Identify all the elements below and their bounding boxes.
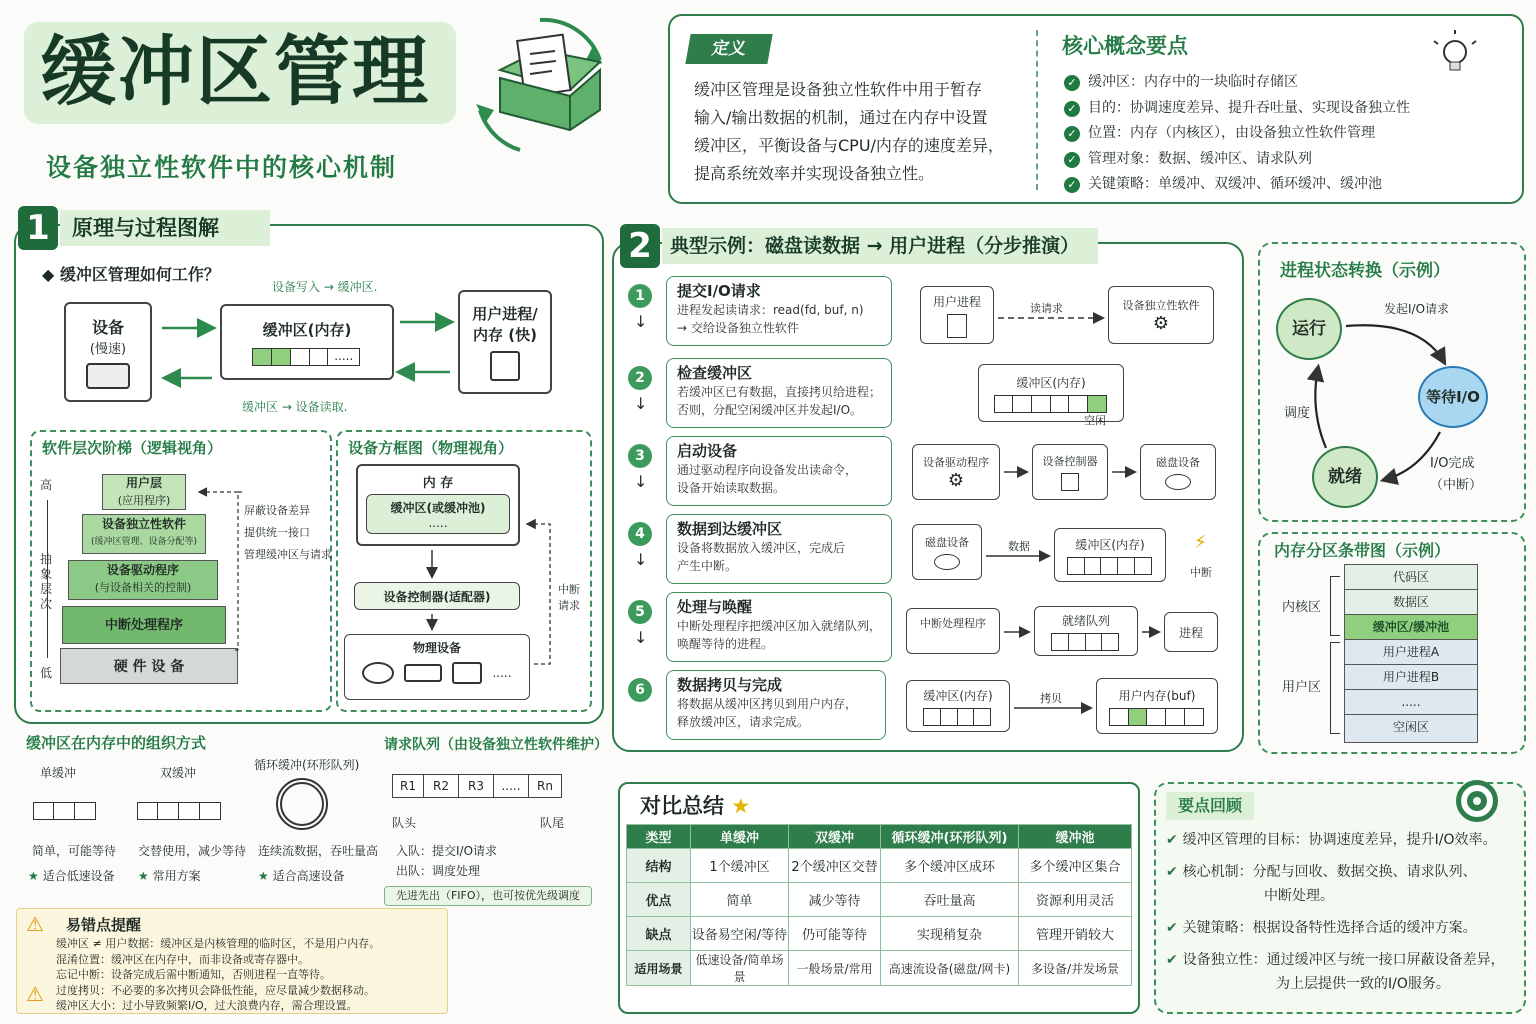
buffer-cells: ..... xyxy=(254,348,361,366)
double-star: ★ 常用方案 xyxy=(138,869,201,883)
read-caption: 缓冲区 → 设备读取. xyxy=(242,400,348,414)
recap-list xyxy=(1166,828,1505,996)
circular-note: 连续流数据，吞吐量高 xyxy=(258,844,379,858)
list-item: ✔ 核心机制：分配与回收、数据交换、请求队列、 中断处理。 xyxy=(1166,864,1477,904)
single-buffer-cells xyxy=(34,802,96,820)
page-subtitle: 设备独立性软件中的核心机制 xyxy=(46,153,398,182)
d5-process: 进程 xyxy=(1164,612,1218,652)
ladder-hardware: 硬 件 设 备 xyxy=(60,648,238,684)
kernel-area-label: 内核区 xyxy=(1282,600,1322,615)
memory-strip xyxy=(1344,564,1478,743)
definition-tag: 定义 xyxy=(685,34,772,64)
buffer-pool-box: 缓冲区(或缓冲池) ..... xyxy=(366,494,510,534)
d2-free-label: 空闲 xyxy=(1084,414,1106,427)
table-row: 适用场景 低速设备/简单场景 一般场景/常用 高速流设备(磁盘/网卡) 多设备/并发场景 xyxy=(627,951,1132,986)
cpu-chip-icon xyxy=(1061,473,1079,491)
queue-fifo-note: 先进先出（FIFO），也可按优先级调度 xyxy=(384,886,592,906)
step-box: 提交I/O请求 进程发起读请求：read(fd, buf, n) → 交给设备独立性软件 xyxy=(666,276,892,346)
state-running: 运行 xyxy=(1276,298,1342,360)
list-item: ✓ 目的：协调速度差异、提升吞吐量、实现设备独立性 xyxy=(1064,96,1410,122)
state-waiting: 等待I/O xyxy=(1418,366,1488,428)
lightbulb-icon xyxy=(1432,30,1478,76)
list-item: ✓ 关键策略：单缓冲、双缓冲、循环缓冲、缓冲池 xyxy=(1064,172,1410,198)
block-title: 设备方框图（物理视角） xyxy=(348,439,514,457)
disk-icon xyxy=(1165,474,1191,490)
step-number: 4 xyxy=(628,522,652,546)
section1-number: 1 xyxy=(18,206,58,250)
d5-ready-queue: 就绪队列 xyxy=(1034,606,1138,656)
section1-title: 原理与过程图解 xyxy=(60,210,270,246)
list-item: ✓ 缓冲区：内存中的一块临时存储区 xyxy=(1064,70,1410,96)
document-icon xyxy=(947,314,967,338)
table-row: 优点 简单 减少等待 吞吐量高 资源利用灵活 xyxy=(627,883,1132,917)
user-process-box: 用户进程/ 内存 (快) xyxy=(458,290,552,394)
star-icon: ★ xyxy=(28,869,43,883)
star-icon: ★ xyxy=(258,869,273,883)
step-down-arrow: ↓ xyxy=(634,628,648,647)
ladder-axis xyxy=(47,500,48,658)
circular-buffer-label: 循环缓冲(环形队列) xyxy=(254,758,360,772)
star-icon: ★ xyxy=(138,869,153,883)
single-star: ★ 适合低速设备 xyxy=(28,869,115,883)
physical-devices-box: 物理设备 ..... xyxy=(344,634,530,700)
user-area-label: 用户区 xyxy=(1282,680,1322,695)
check-icon: ✔ xyxy=(1166,832,1183,848)
queue-title: 请求队列（由设备独立性软件维护） xyxy=(384,737,608,753)
printer-icon xyxy=(86,363,130,389)
device-controller-box: 设备控制器(适配器) xyxy=(354,582,520,610)
d3-disk: 磁盘设备 xyxy=(1140,444,1216,500)
ladder-driver: 设备驱动程序 (与设备相关的控制) xyxy=(68,560,218,600)
step-box: 数据到达缓冲区 设备将数据放入缓冲区，完成后 产生中断。 xyxy=(666,514,892,584)
step-box: 检查缓冲区 若缓冲区已有数据，直接拷贝给进程； 否则，分配空闲缓冲区并发起I/O。 xyxy=(666,358,892,428)
step-number: 2 xyxy=(628,366,652,390)
list-item: ✔ 设备独立性：通过缓冲区与统一接口屏蔽设备差异， 为上层提供一致的I/O服务。 xyxy=(1166,952,1505,992)
check-icon: ✔ xyxy=(1166,920,1183,936)
gear-icon: ⚙ xyxy=(947,469,965,491)
state-edge-schedule: 调度 xyxy=(1284,406,1311,421)
star-icon: ★ xyxy=(731,794,751,818)
d4-disk: 磁盘设备 xyxy=(912,524,982,580)
mem-row: 用户进程B xyxy=(1344,665,1478,690)
warning-title: 易错点提醒 xyxy=(66,916,142,934)
d1-arrow-label: 读请求 xyxy=(1030,302,1063,315)
ladder-axis-label: 抽象层次 xyxy=(40,552,53,611)
d5-interrupt-handler: 中断处理程序 xyxy=(906,608,1000,654)
interrupt-request-label: 中断 请求 xyxy=(558,583,580,612)
mem-row: 用户进程A xyxy=(1344,640,1478,665)
d4-arrow-label: 数据 xyxy=(1008,540,1030,553)
d2-buffer: 缓冲区(内存) xyxy=(978,364,1124,422)
cpu-chip-icon xyxy=(490,351,520,381)
step-box: 启动设备 通过驱动程序向设备发出读命令， 设备开始读取数据。 xyxy=(666,436,892,506)
check-icon: ✓ xyxy=(1064,101,1080,117)
step-down-arrow: ↓ xyxy=(634,394,648,413)
mem-row: ..... xyxy=(1344,690,1478,715)
keyboard-icon xyxy=(404,664,442,682)
ladder-device-independent: 设备独立性软件 (缓冲区管理、设备分配等) xyxy=(82,514,206,554)
check-icon: ✓ xyxy=(1064,177,1080,193)
comparison-table: 类型 单缓冲 双缓冲 循环缓冲(环形队列) 缓冲池 结构 1个缓冲区 2个缓冲区交替 多个缓冲区成环 多个缓冲区集合 优点 简单 减少等待 吞吐量高 资源利用灵活 缺点 设备易空闲/等待 仍可能等待 实现稍复杂 管理开销较大 适用场景 低速设备/简单场景 一般场景/常用 高速流设备(磁盘/网卡) 多设备/并发场景 xyxy=(626,824,1132,986)
d6-arrow-label: 拷贝 xyxy=(1040,692,1062,705)
printer-icon xyxy=(452,662,482,684)
user-brace xyxy=(1330,642,1340,734)
target-icon xyxy=(1456,780,1498,822)
page-title: 缓冲区管理 xyxy=(40,27,430,116)
step-down-arrow: ↓ xyxy=(634,472,648,491)
check-icon: ✓ xyxy=(1064,152,1080,168)
d4-buffer: 缓冲区(内存) xyxy=(1054,528,1166,582)
mem-row: 缓冲区/缓冲池 xyxy=(1344,615,1478,640)
step-number: 5 xyxy=(628,600,652,624)
state-edge-interrupt: （中断） xyxy=(1430,478,1483,493)
warning-list: 缓冲区 ≠ 用户数据：缓冲区是内核管理的临时区，不是用户内存。 混淆位置：缓冲区在内存中，而非设备或寄存器中。 忘记中断：设备完成后需中断通知，否则进程一直等待。 过度拷贝：不必要的多次拷贝会降低性能，应尽量减少数据移动。 缓冲区大小：过小导致频繁I/O，过大浪费内存，需合理设置。 xyxy=(56,937,381,1012)
divider xyxy=(1036,30,1038,190)
ladder-interrupt-handler: 中断处理程序 xyxy=(62,606,226,644)
step-number: 3 xyxy=(628,444,652,468)
step-down-arrow: ↓ xyxy=(634,550,648,569)
double-buffer-cells xyxy=(138,802,221,820)
memory-box: 内 存 xyxy=(356,464,520,546)
state-ready: 就绪 xyxy=(1312,446,1378,508)
comparison-title: 对比总结 ★ xyxy=(640,794,751,818)
buffer-memory-box: 缓冲区(内存) ..... xyxy=(220,304,394,380)
concepts-title: 核心概念要点 xyxy=(1062,34,1188,58)
list-item: ✓ 管理对象：数据、缓冲区、请求队列 xyxy=(1064,147,1410,173)
list-item: ✔ 关键策略：根据设备特性选择合适的缓冲方案。 xyxy=(1166,920,1477,936)
disk-icon xyxy=(934,554,960,570)
mem-row: 代码区 xyxy=(1344,565,1478,590)
warning-icon: ⚠ xyxy=(26,912,44,936)
table-row: 缺点 设备易空闲/等待 仍可能等待 实现稍复杂 管理开销较大 xyxy=(627,917,1132,951)
mem-row: 数据区 xyxy=(1344,590,1478,615)
list-item: ✔ 缓冲区管理的目标：协调速度差异，提升I/O效率。 xyxy=(1166,832,1497,848)
device-box: 设备 (慢速) xyxy=(64,302,152,402)
queue-tail: 队尾 xyxy=(540,816,565,830)
d1-device-independent-software: 设备独立性软件 ⚙ xyxy=(1108,286,1214,344)
lightning-icon: ⚡ xyxy=(1194,532,1207,553)
queue-enqueue: 入队：提交I/O请求 xyxy=(396,844,498,858)
gear-icon: ⚙ xyxy=(1152,312,1170,334)
step-number: 6 xyxy=(628,678,652,702)
state-title: 进程状态转换（示例） xyxy=(1280,261,1450,281)
d3-driver: 设备驱动程序 ⚙ xyxy=(912,444,1000,500)
step-box: 处理与唤醒 中断处理程序把缓冲区加入就绪队列， 唤醒等待的进程。 xyxy=(666,592,892,662)
definition-text: 缓冲区管理是设备独立性软件中用于暂存 输入/输出数据的机制，通过在内存中设置 缓冲区，平衡设备与CPU/内存的速度差异， 提高系统效率并实现设备独立性。 xyxy=(694,80,1004,183)
state-edge-io-request: 发起I/O请求 xyxy=(1384,302,1450,316)
table-row: 结构 1个缓冲区 2个缓冲区交替 多个缓冲区成环 多个缓冲区集合 xyxy=(627,849,1132,883)
ring-buffer-icon xyxy=(276,778,328,830)
disk-icon xyxy=(362,662,394,684)
d6-user-memory: 用户内存(buf) xyxy=(1096,678,1218,734)
d6-buffer: 缓冲区(内存) xyxy=(906,680,1010,732)
ladder-low: 低 xyxy=(40,666,53,680)
state-panel xyxy=(1258,242,1526,522)
step-box: 数据拷贝与完成 将数据从缓冲区拷贝到用户内存， 释放缓冲区，请求完成。 xyxy=(666,670,886,740)
queue-dequeue: 出队：调度处理 xyxy=(396,864,481,878)
single-note: 简单，可能等待 xyxy=(32,844,117,858)
write-caption: 设备写入 → 缓冲区. xyxy=(272,280,378,294)
state-edge-io-done: I/O完成 xyxy=(1430,456,1475,471)
check-icon: ✔ xyxy=(1166,864,1183,880)
check-icon: ✔ xyxy=(1166,952,1183,968)
section2-title: 典型示例：磁盘读数据 → 用户进程（分步推演） xyxy=(662,228,1098,264)
check-icon: ✓ xyxy=(1064,75,1080,91)
section1-question: ◆ 缓冲区管理如何工作？ xyxy=(42,265,220,284)
ladder-notes: 屏蔽设备差异 提供统一接口 管理缓冲区与请求 xyxy=(244,504,332,561)
queue-cells: R1 R2 R3 ..... Rn xyxy=(392,774,562,798)
d3-controller: 设备控制器 xyxy=(1032,444,1108,500)
d1-user-process: 用户进程 xyxy=(920,286,994,344)
queue-head: 队头 xyxy=(392,816,417,830)
kernel-brace xyxy=(1330,576,1340,636)
double-note: 交替使用，减少等待 xyxy=(138,844,247,858)
org-title: 缓冲区在内存中的组织方式 xyxy=(26,734,207,752)
step-down-arrow: ↓ xyxy=(634,312,648,331)
d4-interrupt-label: 中断 xyxy=(1190,566,1212,579)
circular-star: ★ 适合高速设备 xyxy=(258,869,345,883)
concepts-list xyxy=(1064,70,1410,198)
mem-row: 空闲区 xyxy=(1344,715,1478,743)
ladder-high: 高 xyxy=(40,478,53,492)
single-buffer-label: 单缓冲 xyxy=(40,766,77,780)
check-icon: ✓ xyxy=(1064,126,1080,142)
diamond-icon: ◆ xyxy=(42,265,60,284)
ladder-user-level: 用户层 (应用程序) xyxy=(102,474,186,510)
warning-icon: ⚠ xyxy=(26,982,44,1006)
list-item: ✓ 位置：内存（内核区），由设备独立性软件管理 xyxy=(1064,121,1410,147)
recap-title: 要点回顾 xyxy=(1166,792,1254,820)
memory-strip-title: 内存分区条带图（示例） xyxy=(1274,541,1451,560)
ladder-title: 软件层次阶梯（逻辑视角） xyxy=(42,439,223,457)
section2-number: 2 xyxy=(620,224,660,268)
double-buffer-label: 双缓冲 xyxy=(160,766,197,780)
step-number: 1 xyxy=(628,284,652,308)
